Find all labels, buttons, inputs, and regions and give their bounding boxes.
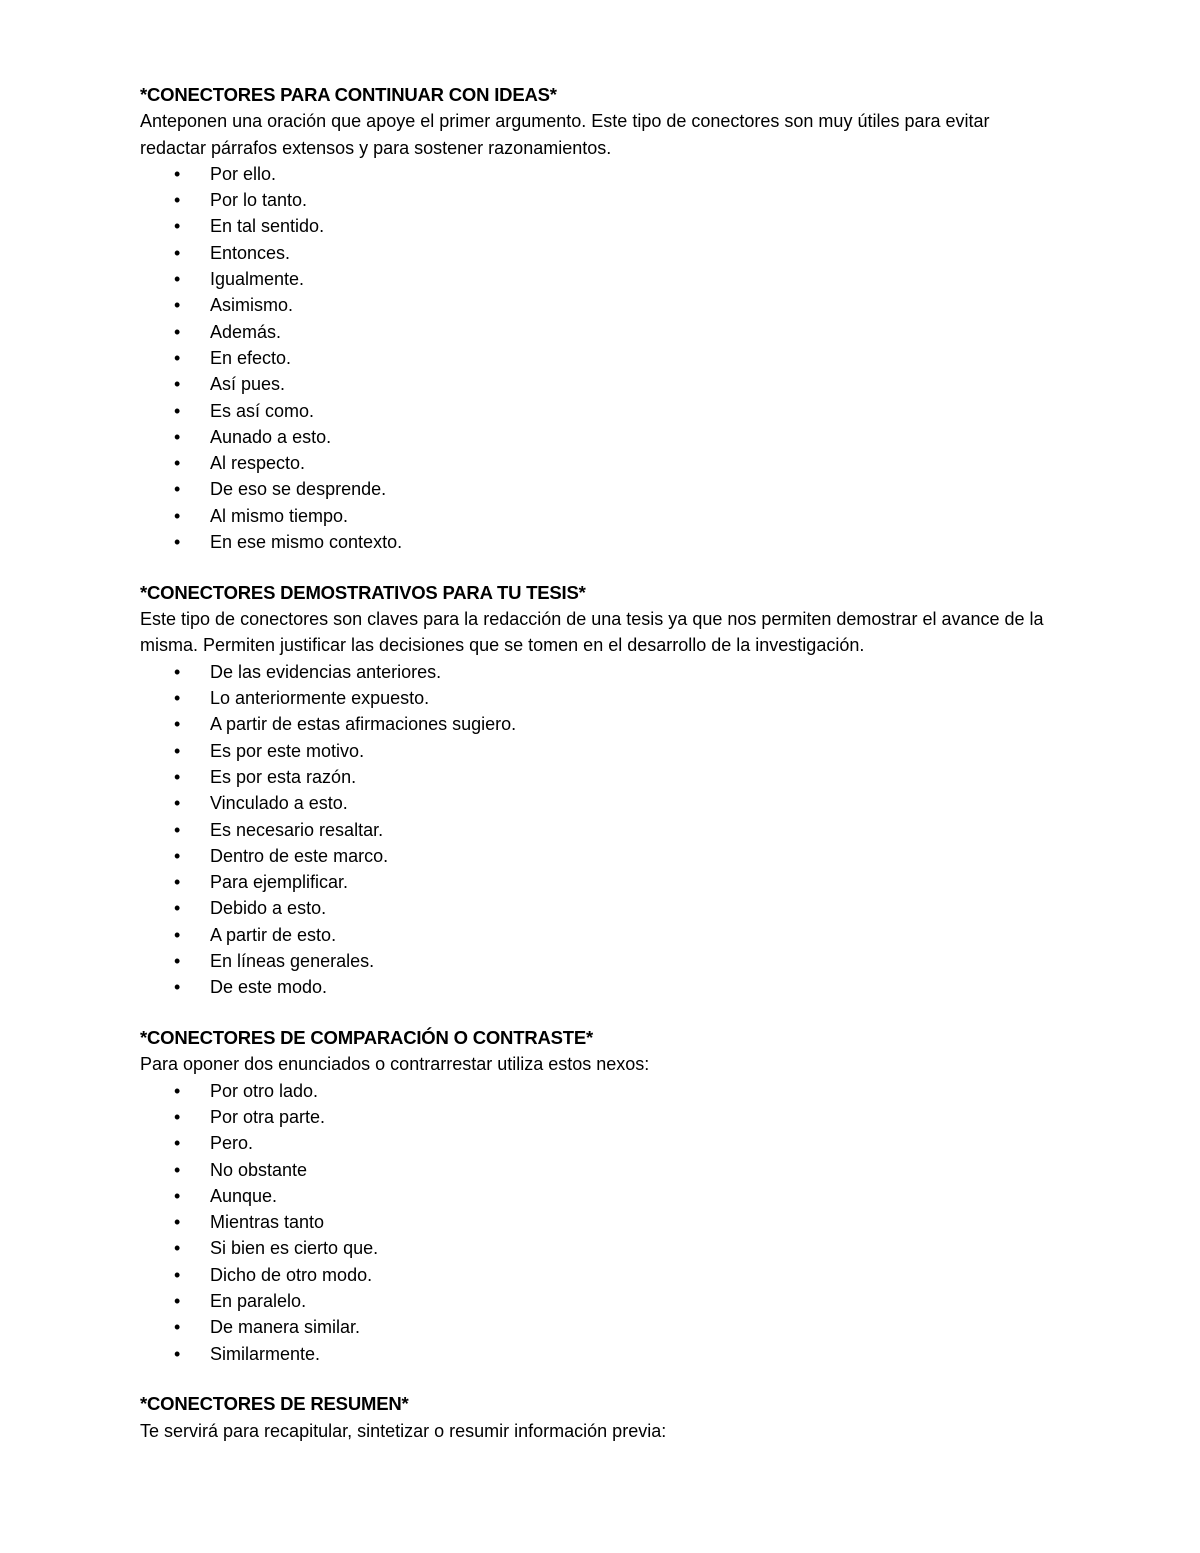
bullet-icon: • bbox=[174, 1080, 181, 1101]
bullet-icon: • bbox=[174, 977, 181, 998]
section-heading: *CONECTORES DE RESUMEN* bbox=[140, 1393, 409, 1415]
list-item-text: Similarmente. bbox=[210, 1343, 321, 1364]
bullet-icon: • bbox=[174, 819, 181, 840]
list-item-text: Lo anteriormente expuesto. bbox=[210, 688, 430, 709]
list-item-text: En ese mismo contexto. bbox=[210, 532, 403, 553]
section-heading: *CONECTORES PARA CONTINUAR CON IDEAS* bbox=[140, 84, 557, 105]
list-item-text: Entonces. bbox=[210, 242, 291, 263]
list-item bbox=[140, 476, 1060, 502]
bullet-icon: • bbox=[174, 426, 181, 447]
bullet-icon: • bbox=[174, 951, 181, 971]
list-item bbox=[140, 869, 1060, 895]
bullet-icon: • bbox=[174, 321, 181, 342]
list-item-text: Debido a esto. bbox=[210, 898, 327, 919]
list-item bbox=[140, 213, 1060, 239]
bullet-icon: • bbox=[174, 924, 181, 945]
bullet-icon: • bbox=[174, 714, 181, 735]
list-item bbox=[140, 843, 1060, 869]
section-continuar-ideas bbox=[140, 82, 1060, 555]
list-item bbox=[140, 1078, 1060, 1104]
list-item bbox=[140, 266, 1060, 292]
list-item bbox=[140, 371, 1060, 397]
list-item-text: Es por este motivo. bbox=[210, 740, 365, 761]
list-item bbox=[140, 1209, 1060, 1235]
list-item bbox=[140, 503, 1060, 529]
list-item bbox=[140, 764, 1060, 790]
list-item-text: Vinculado a esto. bbox=[210, 793, 348, 814]
bullet-icon: • bbox=[174, 374, 181, 395]
bullet-icon: • bbox=[174, 505, 181, 526]
list-item-text: Pero. bbox=[210, 1133, 254, 1154]
bullet-icon: • bbox=[174, 898, 181, 919]
list-item-text: En tal sentido. bbox=[210, 216, 325, 237]
list-item-text: Dentro de este marco. bbox=[210, 845, 389, 866]
list-item bbox=[140, 1104, 1060, 1130]
bullet-icon: • bbox=[174, 347, 181, 368]
list-item bbox=[140, 1157, 1060, 1183]
list-item-text: No obstante bbox=[210, 1159, 308, 1180]
bullet-icon: • bbox=[174, 1343, 181, 1364]
list-item bbox=[140, 319, 1060, 345]
list-item bbox=[140, 398, 1060, 424]
section-resumen bbox=[140, 1391, 1060, 1444]
list-item bbox=[140, 529, 1060, 555]
list-item bbox=[140, 895, 1060, 921]
list-item bbox=[140, 817, 1060, 843]
list-item bbox=[140, 1183, 1060, 1209]
bullet-icon: • bbox=[174, 269, 181, 290]
section-intro: Este tipo de conectores son claves para la redacción de una tesis ya que nos permiten demostrar el avance de la misma. Permiten justificar las decisiones que se tomen en el desarrollo de la investigación. bbox=[140, 609, 1044, 656]
section-intro: Te servirá para recapitular, sintetizar o resumir información previa: bbox=[140, 1420, 667, 1441]
bullet-icon: • bbox=[174, 242, 181, 263]
section-intro: Para oponer dos enunciados o contrarrestar utiliza estos nexos: bbox=[140, 1054, 650, 1075]
list-item-text: De eso se desprende. bbox=[210, 479, 387, 500]
bullet-icon: • bbox=[174, 1291, 181, 1312]
section-intro: Anteponen una oración que apoye el primer argumento. Este tipo de conectores son muy útiles para evitar redactar párrafos extensos y para sostener razonamientos. bbox=[140, 111, 990, 158]
list-item bbox=[140, 1262, 1060, 1288]
bullet-icon: • bbox=[174, 872, 181, 893]
bullet-icon: • bbox=[174, 793, 181, 814]
list-item-text: A partir de estas afirmaciones sugiero. bbox=[210, 714, 517, 735]
list-item-text: Por otra parte. bbox=[210, 1106, 326, 1127]
bullet-icon: • bbox=[174, 1133, 181, 1154]
list-item-text: Es así como. bbox=[210, 400, 315, 421]
list-item-text: A partir de esto. bbox=[210, 924, 337, 945]
connector-list bbox=[140, 161, 1060, 555]
list-item bbox=[140, 659, 1060, 685]
list-item bbox=[140, 790, 1060, 816]
bullet-icon: • bbox=[174, 1185, 181, 1206]
bullet-icon: • bbox=[174, 766, 181, 787]
list-item-text: Por otro lado. bbox=[210, 1080, 319, 1101]
list-item-text: En paralelo. bbox=[210, 1291, 307, 1312]
bullet-icon: • bbox=[174, 190, 181, 211]
list-item bbox=[140, 450, 1060, 476]
connector-list bbox=[140, 1078, 1060, 1367]
list-item-text: Así pues. bbox=[210, 374, 286, 395]
document-page bbox=[140, 82, 1060, 1469]
list-item bbox=[140, 1288, 1060, 1314]
bullet-icon: • bbox=[174, 479, 181, 500]
section-heading: *CONECTORES DE COMPARACIÓN O CONTRASTE* bbox=[140, 1027, 594, 1049]
list-item-text: Aunado a esto. bbox=[210, 426, 332, 447]
list-item bbox=[140, 240, 1060, 266]
list-item bbox=[140, 187, 1060, 213]
bullet-icon: • bbox=[174, 1317, 181, 1338]
bullet-icon: • bbox=[174, 661, 181, 682]
list-item-text: Por ello. bbox=[210, 163, 277, 184]
bullet-icon: • bbox=[174, 400, 181, 421]
bullet-icon: • bbox=[174, 453, 181, 474]
bullet-icon: • bbox=[174, 295, 181, 316]
list-item-text: Mientras tanto bbox=[210, 1212, 325, 1233]
section-demostrativos-tesis bbox=[140, 580, 1060, 1001]
list-item-text: Asimismo. bbox=[210, 295, 294, 316]
bullet-icon: • bbox=[174, 1212, 181, 1233]
bullet-icon: • bbox=[174, 740, 181, 761]
list-item-text: Además. bbox=[210, 321, 282, 342]
list-item-text: Si bien es cierto que. bbox=[210, 1238, 379, 1259]
list-item-text: Por lo tanto. bbox=[210, 190, 308, 211]
list-item bbox=[140, 685, 1060, 711]
list-item bbox=[140, 1314, 1060, 1340]
list-item bbox=[140, 738, 1060, 764]
list-item bbox=[140, 1130, 1060, 1156]
list-item bbox=[140, 345, 1060, 371]
bullet-icon: • bbox=[174, 1106, 181, 1127]
list-item-text: Dicho de otro modo. bbox=[210, 1264, 373, 1285]
list-item-text: En líneas generales. bbox=[210, 951, 375, 971]
list-item bbox=[140, 161, 1060, 187]
list-item bbox=[140, 1341, 1060, 1367]
list-item bbox=[140, 292, 1060, 318]
section-comparacion-contraste bbox=[140, 1025, 1060, 1367]
bullet-icon: • bbox=[174, 1159, 181, 1180]
list-item-text: De manera similar. bbox=[210, 1317, 361, 1338]
list-item bbox=[140, 948, 1060, 974]
list-item-text: En efecto. bbox=[210, 347, 292, 368]
list-item-text: De este modo. bbox=[210, 977, 328, 998]
bullet-icon: • bbox=[174, 216, 181, 237]
list-item bbox=[140, 1235, 1060, 1261]
section-heading: *CONECTORES DEMOSTRATIVOS PARA TU TESIS* bbox=[140, 581, 586, 603]
list-item bbox=[140, 922, 1060, 948]
list-item-text: Al respecto. bbox=[210, 453, 306, 474]
bullet-icon: • bbox=[174, 688, 181, 709]
list-item bbox=[140, 711, 1060, 737]
connector-list bbox=[140, 659, 1060, 1001]
list-item-text: Para ejemplificar. bbox=[210, 872, 349, 893]
list-item-text: Al mismo tiempo. bbox=[210, 505, 349, 526]
bullet-icon: • bbox=[174, 845, 181, 866]
list-item-text: De las evidencias anteriores. bbox=[210, 661, 442, 682]
bullet-icon: • bbox=[174, 163, 181, 184]
list-item-text: Aunque. bbox=[210, 1185, 278, 1206]
list-item bbox=[140, 974, 1060, 1000]
list-item-text: Es por esta razón. bbox=[210, 766, 357, 787]
list-item-text: Es necesario resaltar. bbox=[210, 819, 384, 840]
bullet-icon: • bbox=[174, 532, 181, 553]
bullet-icon: • bbox=[174, 1264, 181, 1285]
list-item bbox=[140, 424, 1060, 450]
bullet-icon: • bbox=[174, 1238, 181, 1259]
list-item-text: Igualmente. bbox=[210, 269, 305, 290]
